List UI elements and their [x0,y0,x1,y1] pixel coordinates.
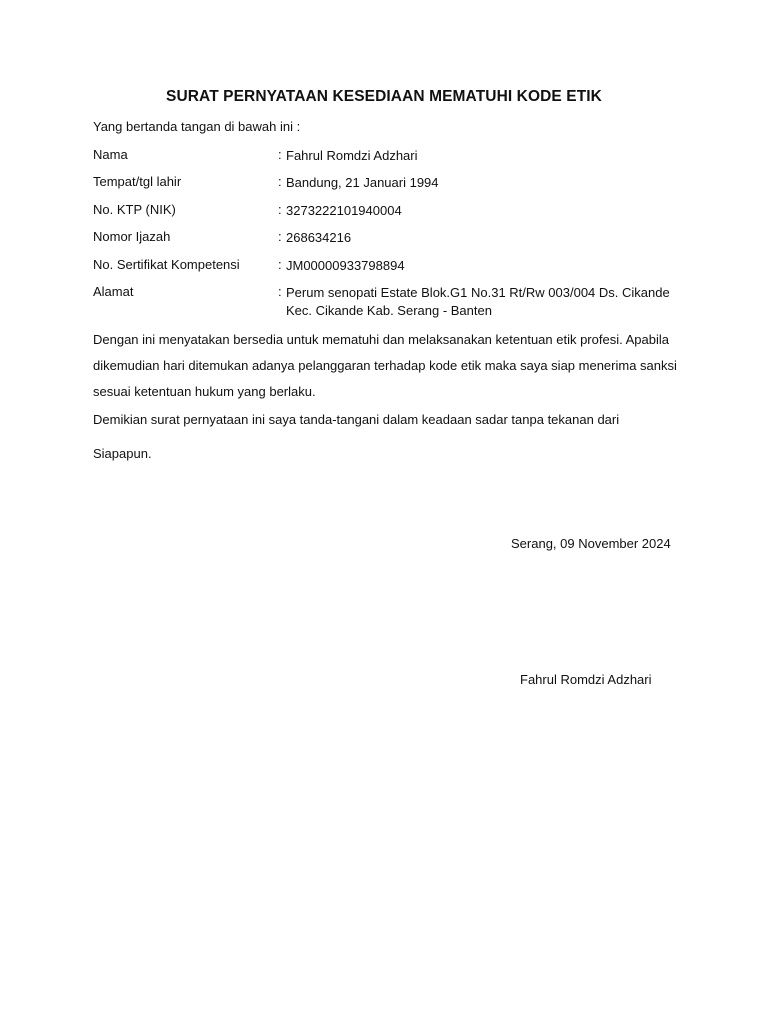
field-value: 268634216 [286,230,352,245]
field-value: Fahrul Romdzi Adzhari [286,148,418,163]
field-colon: : [278,202,282,217]
field-row-ijazah [93,229,673,247]
statement-paragraph: Dengan ini menyatakan bersedia untuk mematuhi dan melaksanakan ketentuan etik profesi. Apabila dikemudian hari ditemukan adanya pelanggaran terhadap kode etik maka saya siap menerima sanksi sesuai ketentuan hukum yang berlaku. [93,332,677,399]
field-row-ktp [93,202,673,220]
field-colon: : [278,257,282,272]
field-value: Perum senopati Estate Blok.G1 No.31 Rt/Rw 003/004 Ds. Cikande Kec. Cikande Kab. Serang - Banten [286,285,670,318]
field-row-tempat-tgl-lahir [93,174,673,192]
field-row-alamat [93,284,673,320]
intro-text: Yang bertanda tangan di bawah ini : [93,119,301,134]
place-date: Serang, 09 November 2024 [511,536,671,551]
field-label: Nomor Ijazah [93,229,171,244]
signer-name: Fahrul Romdzi Adzhari [520,672,652,687]
closing-paragraph: Demikian surat pernyataan ini saya tanda-tangani dalam keadaan sadar tanpa tekanan dari [93,412,620,427]
document-title: SURAT PERNYATAAN KESEDIAAN MEMATUHI KODE ETIK [166,88,602,105]
field-colon: : [278,284,282,299]
field-label: No. KTP (NIK) [93,202,176,217]
field-label: Alamat [93,284,134,299]
field-colon: : [278,229,282,244]
field-row-nama [93,147,673,165]
field-colon: : [278,147,282,162]
field-colon: : [278,174,282,189]
field-value: JM00000933798894 [286,258,405,273]
field-row-sertifikat [93,257,673,275]
field-label: Nama [93,147,128,162]
closing-paragraph-continued: Siapapun. [93,446,152,461]
field-label: No. Sertifikat Kompetensi [93,257,240,272]
field-value: 3273222101940004 [286,203,402,218]
field-value: Bandung, 21 Januari 1994 [286,175,439,190]
field-label: Tempat/tgl lahir [93,174,182,189]
